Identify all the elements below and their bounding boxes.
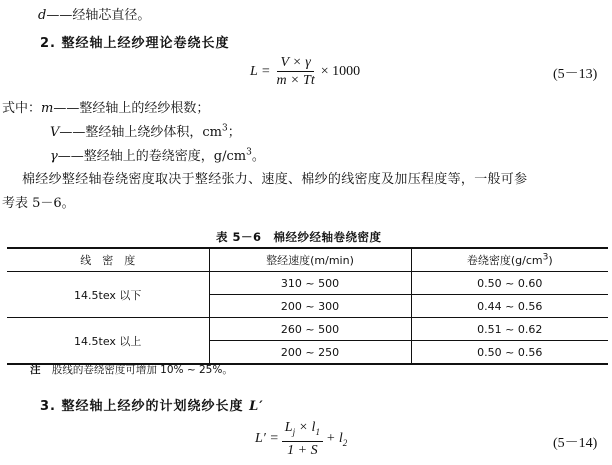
header-linear-density: 线 密 度	[80, 254, 136, 267]
cell-speed: 260 ~ 500	[209, 318, 411, 341]
formula-1-tail: × 1000	[320, 63, 361, 79]
formula-2-numerator: $L_j \times l_1$	[282, 420, 323, 442]
paragraph-line-2: 考表 5－6。	[2, 196, 75, 211]
formula-1-numerator: V × γ	[277, 55, 313, 72]
table-note	[30, 362, 233, 377]
formula-1-fraction	[273, 55, 317, 88]
end-v: ；	[227, 125, 241, 140]
cell-speed: 200 ~ 300	[209, 295, 411, 318]
density-table	[7, 247, 608, 365]
desc-v: ——整经轴上绕纱体积，cm	[59, 125, 222, 140]
formula-1-lhs: L =	[250, 63, 271, 79]
symbol-v: V	[50, 125, 60, 140]
section-3-symbol: L′	[249, 399, 264, 414]
paragraph-line-1: 棉经纱整经轴卷绕密度取决于整经张力、速度、棉纱的线密度及加压程度等，一般可参	[22, 172, 528, 187]
section-3-heading	[40, 395, 264, 414]
desc-d: ——经轴芯直径。	[46, 8, 151, 23]
cell-speed: 200 ~ 250	[209, 341, 411, 365]
cell-density: 0.51 ~ 0.62	[411, 318, 608, 341]
section-2-heading	[40, 32, 230, 51]
text-line-d	[38, 4, 150, 23]
table-header-row	[7, 248, 608, 272]
cell-density: 0.44 ~ 0.56	[411, 295, 608, 318]
formula-2-number: (5－14)	[553, 436, 598, 451]
cell-speed: 310 ~ 500	[209, 272, 411, 295]
section-3-number: 3.	[40, 399, 56, 414]
formula-2-tail: + $l_2$	[325, 430, 348, 448]
formula-1-number: (5－13)	[553, 67, 598, 82]
end-gamma: 。	[251, 149, 265, 164]
symbol-d: d	[38, 8, 47, 23]
where-line-gamma	[50, 145, 265, 164]
cell-density: 0.50 ~ 0.56	[411, 341, 608, 365]
desc-gamma: ——整经轴上的卷绕密度，g/cm	[57, 149, 247, 164]
group-label-2: 14.5tex 以上	[74, 334, 142, 348]
table-row	[7, 272, 608, 295]
sup-gamma: 3	[246, 147, 252, 158]
formula-2-lhs: L′ =	[255, 430, 279, 446]
formula-2-denominator: 1 + S	[287, 442, 318, 458]
formula-2-fraction	[282, 420, 323, 458]
where-prefix: 式中：	[2, 101, 42, 116]
where-line-m	[2, 97, 209, 116]
formula-5-13	[250, 55, 360, 88]
section-3-title: 整经轴上经纱的计划绕纱长度	[61, 399, 244, 414]
sup-v: 3	[222, 123, 228, 134]
header-winding-density: 卷绕密度$(g/cm^3)$	[411, 248, 608, 272]
formula-5-14	[255, 420, 347, 458]
section-2-number: 2.	[40, 36, 56, 51]
desc-m: ——整经轴上的经纱根数；	[53, 101, 210, 116]
symbol-m: m	[41, 101, 54, 116]
where-line-v	[50, 121, 241, 140]
formula-1-denominator: m × Tt	[276, 73, 315, 88]
note-text: 股线的卷绕密度可增加 10% ~ 25%。	[51, 364, 233, 376]
note-label: 注	[30, 364, 41, 376]
group-label-1: 14.5tex 以下	[7, 272, 209, 318]
symbol-gamma: γ	[50, 149, 58, 164]
table-caption: 表 5－6 棉经纱经轴卷绕密度	[216, 230, 382, 244]
section-2-title: 整经轴上经纱理论卷绕长度	[61, 36, 230, 51]
header-warping-speed: 整经速度(m/min)	[209, 248, 411, 272]
cell-density: 0.50 ~ 0.60	[411, 272, 608, 295]
table-row	[7, 318, 608, 341]
